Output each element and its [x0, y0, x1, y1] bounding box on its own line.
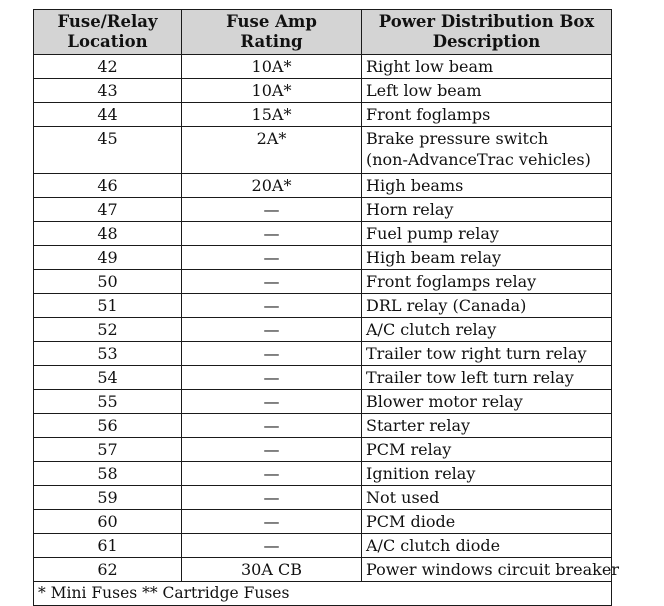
- table-row: [34, 55, 612, 79]
- description-cell: High beams: [362, 174, 612, 198]
- description-cell: Power windows circuit breaker: [362, 558, 612, 582]
- table-row: [34, 558, 612, 582]
- header-location-line1: Fuse/Relay: [57, 12, 158, 31]
- table-header-row: [34, 10, 612, 55]
- location-cell: 45: [34, 127, 182, 174]
- rating-cell: 15A*: [182, 103, 362, 127]
- location-cell: 43: [34, 79, 182, 103]
- description-cell: [362, 127, 612, 174]
- rating-cell: —: [182, 534, 362, 558]
- header-description: [362, 10, 612, 55]
- table-row: [34, 294, 612, 318]
- location-cell: 60: [34, 510, 182, 534]
- description-cell: A/C clutch diode: [362, 534, 612, 558]
- description-cell: Trailer tow right turn relay: [362, 342, 612, 366]
- location-cell: 52: [34, 318, 182, 342]
- description-cell: Front foglamps: [362, 103, 612, 127]
- rating-cell: —: [182, 438, 362, 462]
- rating-cell: —: [182, 246, 362, 270]
- description-cell: Left low beam: [362, 79, 612, 103]
- description-cell: Fuel pump relay: [362, 222, 612, 246]
- rating-cell: —: [182, 198, 362, 222]
- rating-cell: —: [182, 270, 362, 294]
- header-rating-line2: Rating: [240, 32, 303, 51]
- rating-cell: 30A CB: [182, 558, 362, 582]
- rating-cell: —: [182, 294, 362, 318]
- description-cell: DRL relay (Canada): [362, 294, 612, 318]
- description-line1: Brake pressure switch: [366, 129, 549, 148]
- header-description-line1: Power Distribution Box: [378, 12, 595, 31]
- location-cell: 54: [34, 366, 182, 390]
- table-row: [34, 534, 612, 558]
- header-rating: [182, 10, 362, 55]
- table-row: [34, 174, 612, 198]
- rating-cell: 10A*: [182, 79, 362, 103]
- table-row: [34, 414, 612, 438]
- location-cell: 51: [34, 294, 182, 318]
- table-row: [34, 222, 612, 246]
- header-rating-line1: Fuse Amp: [226, 12, 317, 31]
- table-row: [34, 127, 612, 174]
- location-cell: 61: [34, 534, 182, 558]
- location-cell: 42: [34, 55, 182, 79]
- rating-cell: —: [182, 318, 362, 342]
- table-row: [34, 79, 612, 103]
- rating-cell: —: [182, 390, 362, 414]
- location-cell: 48: [34, 222, 182, 246]
- table-row: [34, 510, 612, 534]
- description-cell: Ignition relay: [362, 462, 612, 486]
- description-cell: Not used: [362, 486, 612, 510]
- rating-cell: 20A*: [182, 174, 362, 198]
- location-cell: 57: [34, 438, 182, 462]
- description-cell: Front foglamps relay: [362, 270, 612, 294]
- table-row: [34, 462, 612, 486]
- rating-cell: 10A*: [182, 55, 362, 79]
- description-cell: Trailer tow left turn relay: [362, 366, 612, 390]
- header-location: [34, 10, 182, 55]
- description-cell: Horn relay: [362, 198, 612, 222]
- header-location-line2: Location: [67, 32, 148, 51]
- rating-cell: —: [182, 510, 362, 534]
- table-row: [34, 270, 612, 294]
- fuse-table-container: [33, 9, 619, 606]
- rating-cell: —: [182, 486, 362, 510]
- description-cell: High beam relay: [362, 246, 612, 270]
- table-row: [34, 390, 612, 414]
- location-cell: 53: [34, 342, 182, 366]
- rating-cell: —: [182, 414, 362, 438]
- rating-cell: —: [182, 462, 362, 486]
- footnote-row: [34, 582, 612, 606]
- description-cell: Right low beam: [362, 55, 612, 79]
- table-row: [34, 318, 612, 342]
- table-row: [34, 486, 612, 510]
- location-cell: 50: [34, 270, 182, 294]
- footnote: * Mini Fuses ** Cartridge Fuses: [34, 582, 612, 606]
- rating-cell: 2A*: [182, 127, 362, 174]
- location-cell: 49: [34, 246, 182, 270]
- table-row: [34, 246, 612, 270]
- location-cell: 47: [34, 198, 182, 222]
- location-cell: 46: [34, 174, 182, 198]
- location-cell: 62: [34, 558, 182, 582]
- table-row: [34, 198, 612, 222]
- location-cell: 44: [34, 103, 182, 127]
- rating-cell: —: [182, 342, 362, 366]
- fuse-relay-table: [33, 9, 619, 606]
- table-row: [34, 103, 612, 127]
- description-cell: PCM diode: [362, 510, 612, 534]
- location-cell: 59: [34, 486, 182, 510]
- location-cell: 58: [34, 462, 182, 486]
- rating-cell: —: [182, 222, 362, 246]
- table-row: [34, 342, 612, 366]
- description-cell: A/C clutch relay: [362, 318, 612, 342]
- location-cell: 55: [34, 390, 182, 414]
- description-line2: (non-AdvanceTrac vehicles): [366, 150, 591, 169]
- table-row: [34, 366, 612, 390]
- description-cell: Starter relay: [362, 414, 612, 438]
- table-row: [34, 438, 612, 462]
- location-cell: 56: [34, 414, 182, 438]
- description-cell: PCM relay: [362, 438, 612, 462]
- header-description-line2: Description: [432, 32, 541, 51]
- rating-cell: —: [182, 366, 362, 390]
- description-cell: Blower motor relay: [362, 390, 612, 414]
